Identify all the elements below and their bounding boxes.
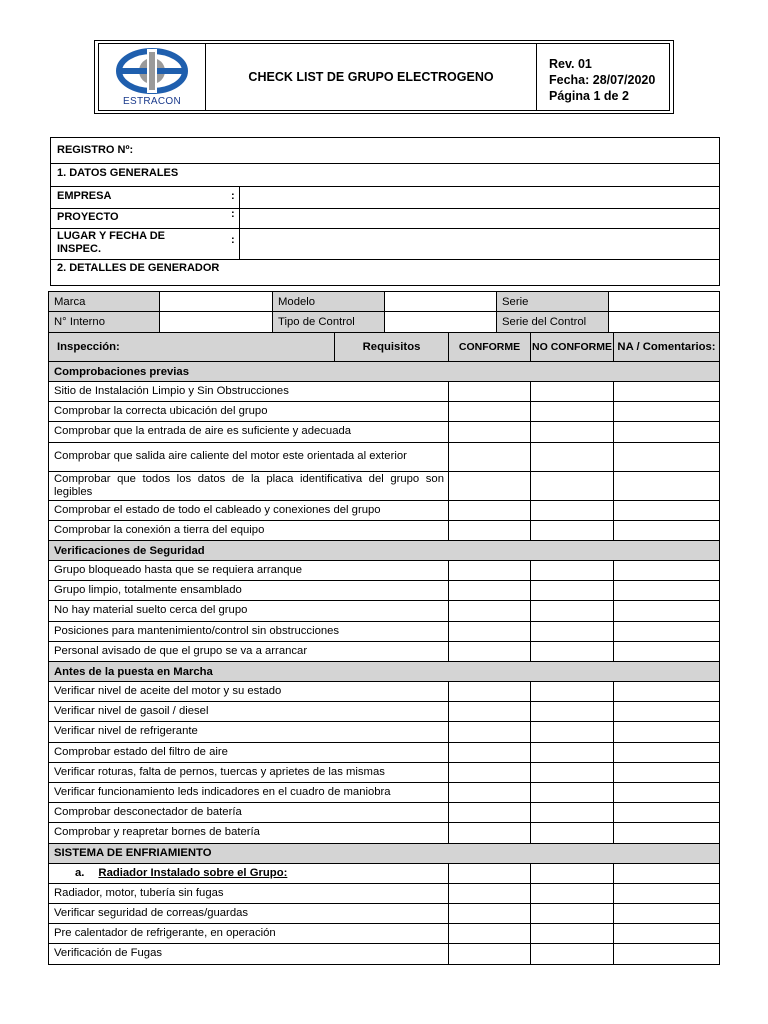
- checklist-item-label: Verificar roturas, falta de pernos, tuercas y aprietes de las mismas: [48, 762, 449, 783]
- no-conforme-cell[interactable]: [530, 500, 614, 521]
- subsection-title-cell: [48, 863, 449, 884]
- no-conforme-cell[interactable]: [530, 802, 614, 823]
- conforme-cell[interactable]: [448, 471, 531, 501]
- checklist-item-label: Sitio de Instalación Limpio y Sin Obstrucciones: [48, 381, 449, 402]
- checklist-item-row: [48, 721, 720, 742]
- checklist-item-row: [48, 401, 720, 422]
- datos-generales-row: [51, 163, 719, 187]
- conforme-cell[interactable]: [448, 641, 531, 662]
- na-comentarios-cell[interactable]: [613, 381, 720, 402]
- inspeccion-header: Inspección:: [48, 332, 335, 362]
- empresa-row: [51, 186, 719, 209]
- na-comentarios-cell[interactable]: [613, 802, 720, 823]
- no-conforme-cell[interactable]: [530, 701, 614, 722]
- checklist-item-label: Radiador, motor, tubería sin fugas: [48, 883, 449, 904]
- checklist-item-label: Verificar seguridad de correas/guardas: [48, 903, 449, 924]
- registro-row: [51, 138, 719, 164]
- detalles-row: [51, 259, 719, 287]
- lugar-colon: :: [231, 234, 235, 246]
- tipo-control-field[interactable]: [384, 311, 497, 333]
- na-comentarios-cell[interactable]: [613, 943, 720, 964]
- n-interno-field[interactable]: [159, 311, 273, 333]
- general-data-block: [50, 137, 720, 286]
- na-comentarios-cell[interactable]: [613, 681, 720, 702]
- checklist-item-label: Comprobar desconectador de batería: [48, 802, 449, 823]
- checklist-item-label: Comprobar que salida aire caliente del motor este orientada al exterior: [48, 442, 449, 472]
- no-conforme-cell[interactable]: [530, 600, 614, 621]
- checklist-item-row: [48, 621, 720, 642]
- page-number: Página 1 de 2: [549, 89, 629, 103]
- na-comentarios-cell[interactable]: [613, 903, 720, 924]
- checklist-item-row: [48, 442, 720, 472]
- conforme-cell[interactable]: [448, 762, 531, 783]
- no-conforme-cell[interactable]: [530, 943, 614, 964]
- registro-label: REGISTRO Nº:: [57, 144, 134, 156]
- conforme-cell[interactable]: [448, 401, 531, 422]
- conforme-cell[interactable]: [448, 580, 531, 601]
- checklist-item-label: Verificar funcionamiento leds indicadores en el cuadro de maniobra: [48, 782, 449, 803]
- checklist-item-row: [48, 421, 720, 442]
- no-conforme-cell[interactable]: [530, 822, 614, 843]
- section-header-row: [48, 843, 720, 864]
- conforme-header: CONFORME: [448, 332, 531, 362]
- proyecto-row: [51, 208, 719, 229]
- proyecto-field[interactable]: [239, 208, 719, 228]
- no-conforme-cell[interactable]: [530, 471, 614, 501]
- na-comentarios-cell[interactable]: [613, 883, 720, 904]
- no-conforme-cell[interactable]: [530, 883, 614, 904]
- checklist-item-label: Grupo bloqueado hasta que se requiera arranque: [48, 560, 449, 581]
- company-logo: [98, 43, 206, 111]
- na-comentarios-cell[interactable]: [613, 560, 720, 581]
- n-interno-label: N° Interno: [48, 311, 160, 333]
- serie-control-field[interactable]: [608, 311, 720, 333]
- modelo-label: Modelo: [272, 291, 385, 312]
- checklist-item-label: Posiciones para mantenimiento/control sin obstrucciones: [48, 621, 449, 642]
- conforme-cell[interactable]: [448, 883, 531, 904]
- conforme-cell[interactable]: [448, 822, 531, 843]
- conforme-cell[interactable]: [448, 923, 531, 944]
- checklist-item-row: [48, 471, 720, 501]
- checklist-item-label: Comprobar y reapretar bornes de batería: [48, 822, 449, 843]
- logo-text: ESTRACON: [123, 96, 181, 107]
- column-header-row: [48, 332, 720, 362]
- checklist-item-row: [48, 381, 720, 402]
- no-conforme-cell[interactable]: [530, 721, 614, 742]
- checklist-item-label: Verificar nivel de gasoil / diesel: [48, 701, 449, 722]
- revision-block: [536, 43, 670, 111]
- no-conforme-cell[interactable]: [530, 442, 614, 472]
- na-comentarios-cell[interactable]: [613, 621, 720, 642]
- section-title: Comprobaciones previas: [48, 361, 720, 382]
- na-comentarios-cell[interactable]: [613, 863, 720, 884]
- no-conforme-cell[interactable]: [530, 580, 614, 601]
- no-conforme-cell[interactable]: [530, 560, 614, 581]
- checklist-item-row: [48, 903, 720, 924]
- checklist-item-label: No hay material suelto cerca del grupo: [48, 600, 449, 621]
- checklist-item-row: [48, 782, 720, 803]
- empresa-colon: :: [231, 190, 235, 202]
- no-conforme-cell[interactable]: [530, 421, 614, 442]
- document-title: CHECK LIST DE GRUPO ELECTROGENO: [206, 43, 536, 111]
- na-comentarios-cell[interactable]: [613, 923, 720, 944]
- na-comentarios-cell[interactable]: [613, 822, 720, 843]
- subsection-title: Radiador Instalado sobre el Grupo:: [98, 867, 288, 880]
- na-comentarios-cell[interactable]: [613, 742, 720, 763]
- checklist-item-label: Personal avisado de que el grupo se va a arrancar: [48, 641, 449, 662]
- proyecto-colon: :: [231, 208, 235, 220]
- requisitos-header: Requisitos: [334, 332, 449, 362]
- section-title: Antes de la puesta en Marcha: [48, 661, 720, 682]
- checklist-item-label: Comprobar el estado de todo el cableado y conexiones del grupo: [48, 500, 449, 521]
- conforme-cell[interactable]: [448, 600, 531, 621]
- checklist-item-row: [48, 681, 720, 702]
- no-conforme-cell[interactable]: [530, 621, 614, 642]
- checklist-item-row: [48, 500, 720, 521]
- conforme-cell[interactable]: [448, 742, 531, 763]
- no-conforme-cell[interactable]: [530, 923, 614, 944]
- conforme-cell[interactable]: [448, 943, 531, 964]
- section-header-row: [48, 361, 720, 382]
- no-conforme-cell[interactable]: [530, 903, 614, 924]
- datos-generales-heading: 1. DATOS GENERALES: [57, 167, 179, 179]
- conforme-cell[interactable]: [448, 621, 531, 642]
- na-comentarios-cell[interactable]: [613, 600, 720, 621]
- serie-control-label: Serie del Control: [496, 311, 609, 333]
- checklist-item-label: Grupo limpio, totalmente ensamblado: [48, 580, 449, 601]
- no-conforme-cell[interactable]: [530, 520, 614, 541]
- subsection-row: [48, 863, 720, 884]
- subsection-letter: a.: [75, 867, 85, 880]
- checklist-item-row: [48, 742, 720, 763]
- checklist-table: [48, 291, 720, 964]
- na-comentarios-cell[interactable]: [613, 500, 720, 521]
- conforme-cell[interactable]: [448, 442, 531, 472]
- estracon-logo-icon: [99, 46, 205, 96]
- checklist-item-row: [48, 762, 720, 783]
- checklist-item-row: [48, 701, 720, 722]
- no-conforme-cell[interactable]: [530, 641, 614, 662]
- proyecto-label: PROYECTO: [57, 211, 119, 223]
- conforme-cell[interactable]: [448, 903, 531, 924]
- empresa-field[interactable]: [239, 186, 719, 208]
- na-comentarios-cell[interactable]: [613, 580, 720, 601]
- checklist-item-row: [48, 883, 720, 904]
- conforme-cell[interactable]: [448, 520, 531, 541]
- no-conforme-cell[interactable]: [530, 863, 614, 884]
- detalles-heading: 2. DETALLES DE GENERADOR: [57, 262, 220, 274]
- checklist-item-row: [48, 560, 720, 581]
- na-comentarios-cell[interactable]: [613, 701, 720, 722]
- na-comentarios-cell[interactable]: [613, 641, 720, 662]
- section-title: SISTEMA DE ENFRIAMIENTO: [48, 843, 720, 864]
- conforme-cell[interactable]: [448, 560, 531, 581]
- checklist-item-label: Comprobar que todos los datos de la placa identificativa del grupo son legibles: [48, 471, 449, 501]
- checklist-item-label: Verificar nivel de aceite del motor y su estado: [48, 681, 449, 702]
- na-comentarios-cell[interactable]: [613, 401, 720, 422]
- revision: Rev. 01: [549, 57, 592, 71]
- checklist-item-label: Verificar nivel de refrigerante: [48, 721, 449, 742]
- checklist-item-label: Pre calentador de refrigerante, en operación: [48, 923, 449, 944]
- serie-field[interactable]: [608, 291, 720, 312]
- date: Fecha: 28/07/2020: [549, 73, 656, 87]
- conforme-cell[interactable]: [448, 500, 531, 521]
- lugar-label: LUGAR Y FECHA DE INSPEC.: [57, 230, 165, 255]
- checklist-item-label: Comprobar que la entrada de aire es suficiente y adecuada: [48, 421, 449, 442]
- modelo-field[interactable]: [384, 291, 497, 312]
- checklist-item-label: Verificación de Fugas: [48, 943, 449, 964]
- checklist-item-row: [48, 520, 720, 541]
- no-conforme-cell[interactable]: [530, 381, 614, 402]
- checklist-item-row: [48, 600, 720, 621]
- tipo-control-label: Tipo de Control: [272, 311, 385, 333]
- checklist-item-label: Comprobar la conexión a tierra del equipo: [48, 520, 449, 541]
- no-conforme-cell[interactable]: [530, 742, 614, 763]
- lugar-row: [51, 228, 719, 260]
- generator-row-2: [48, 311, 720, 333]
- no-conforme-cell[interactable]: [530, 782, 614, 803]
- serie-label: Serie: [496, 291, 609, 312]
- lugar-field[interactable]: [239, 228, 719, 259]
- na-comentarios-cell[interactable]: [613, 471, 720, 501]
- checklist-item-row: [48, 923, 720, 944]
- na-comentarios-cell[interactable]: [613, 520, 720, 541]
- generator-row-1: [48, 291, 720, 312]
- marca-field[interactable]: [159, 291, 273, 312]
- marca-label: Marca: [48, 291, 160, 312]
- conforme-cell[interactable]: [448, 701, 531, 722]
- empresa-label: EMPRESA: [57, 190, 112, 202]
- no-conforme-cell[interactable]: [530, 681, 614, 702]
- conforme-cell[interactable]: [448, 782, 531, 803]
- no-conforme-cell[interactable]: [530, 762, 614, 783]
- conforme-cell[interactable]: [448, 863, 531, 884]
- conforme-cell[interactable]: [448, 721, 531, 742]
- no-conforme-cell[interactable]: [530, 401, 614, 422]
- section-header-row: [48, 661, 720, 682]
- conforme-cell[interactable]: [448, 681, 531, 702]
- checklist-item-row: [48, 580, 720, 601]
- conforme-cell[interactable]: [448, 421, 531, 442]
- na-comentarios-cell[interactable]: [613, 421, 720, 442]
- section-header-row: [48, 540, 720, 561]
- section-title: Verificaciones de Seguridad: [48, 540, 720, 561]
- checklist-item-row: [48, 802, 720, 823]
- na-comentarios-cell[interactable]: [613, 721, 720, 742]
- conforme-cell[interactable]: [448, 381, 531, 402]
- na-comentarios-header: NA / Comentarios:: [613, 332, 720, 362]
- na-comentarios-cell[interactable]: [613, 762, 720, 783]
- checklist-item-row: [48, 822, 720, 843]
- na-comentarios-cell[interactable]: [613, 442, 720, 472]
- checklist-item-label: Comprobar la correcta ubicación del grupo: [48, 401, 449, 422]
- checklist-item-row: [48, 943, 720, 964]
- na-comentarios-cell[interactable]: [613, 782, 720, 803]
- no-conforme-header: NO CONFORME: [530, 332, 614, 362]
- conforme-cell[interactable]: [448, 802, 531, 823]
- checklist-item-row: [48, 641, 720, 662]
- checklist-item-label: Comprobar estado del filtro de aire: [48, 742, 449, 763]
